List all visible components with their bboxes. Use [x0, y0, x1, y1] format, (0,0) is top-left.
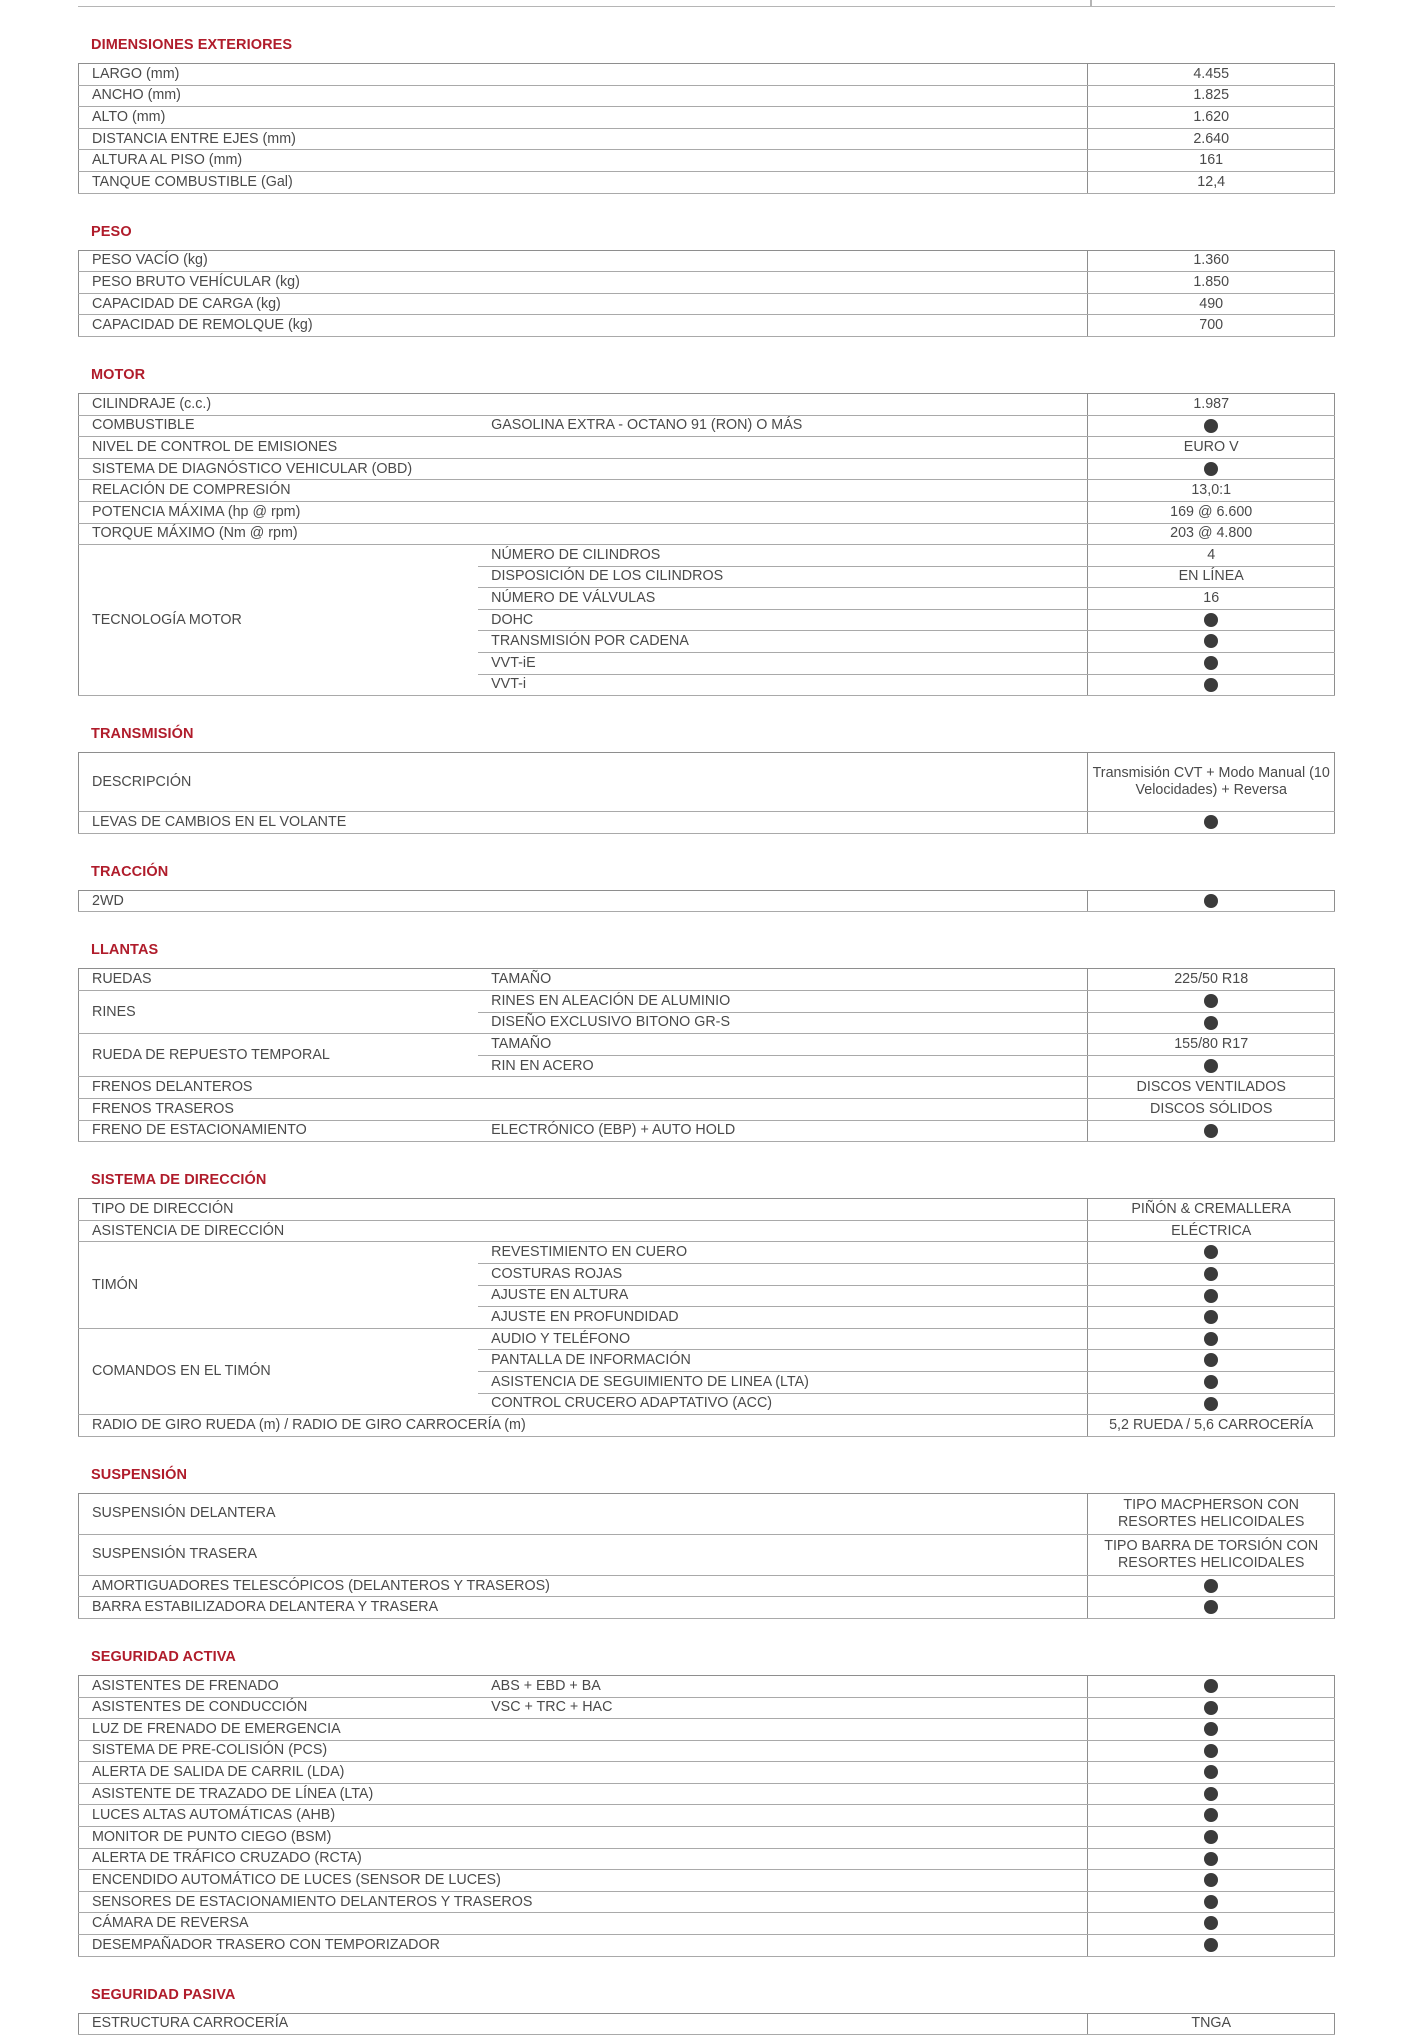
feature-included-cell: [1088, 1393, 1335, 1415]
sub-label: TAMAÑO: [478, 969, 1088, 991]
sub-label: [478, 1493, 1088, 1534]
table-row: [79, 991, 1335, 1013]
table-row: [79, 293, 1335, 315]
row-label: TORQUE MÁXIMO (Nm @ rpm): [79, 523, 479, 545]
sub-label: [478, 107, 1088, 129]
spec-table: [78, 968, 1335, 1142]
feature-included-cell: [1088, 1675, 1335, 1697]
row-label: RELACIÓN DE COMPRESIÓN: [79, 480, 479, 502]
table-row: [79, 969, 1335, 991]
bullet-dot-icon: [1204, 1353, 1218, 1367]
feature-included-cell: [1088, 1350, 1335, 1372]
feature-included-cell: [1088, 631, 1335, 653]
table-row: [79, 1740, 1335, 1762]
table-row: [79, 1675, 1335, 1697]
spec-table: [78, 1198, 1335, 1437]
row-label: ALERTA DE TRÁFICO CRUZADO (RCTA): [79, 1848, 479, 1870]
row-label: ASISTENCIA DE DIRECCIÓN: [79, 1220, 479, 1242]
spec-table: [78, 752, 1335, 834]
table-row: [79, 1805, 1335, 1827]
spec-value: 12,4: [1088, 171, 1335, 193]
row-label: ASISTENTES DE CONDUCCIÓN: [79, 1697, 479, 1719]
sub-label: [478, 393, 1088, 415]
table-row: [79, 171, 1335, 193]
feature-included-cell: [1088, 1913, 1335, 1935]
row-label: CÁMARA DE REVERSA: [79, 1913, 479, 1935]
bullet-dot-icon: [1204, 1245, 1218, 1259]
row-label: FRENOS TRASEROS: [79, 1099, 479, 1121]
table-row: [79, 1328, 1335, 1350]
table-row: [79, 523, 1335, 545]
feature-included-cell: [1088, 1055, 1335, 1077]
table-row: [79, 1099, 1335, 1121]
table-row: [79, 1220, 1335, 1242]
feature-included-cell: [1088, 1827, 1335, 1849]
sub-label: AJUSTE EN PROFUNDIDAD: [478, 1307, 1088, 1329]
sub-label: [478, 64, 1088, 86]
row-label: COMBUSTIBLE: [79, 415, 479, 437]
row-label: CAPACIDAD DE CARGA (kg): [79, 293, 479, 315]
bullet-dot-icon: [1204, 894, 1218, 908]
row-label: FRENO DE ESTACIONAMIENTO: [79, 1120, 479, 1142]
sub-label: [478, 1805, 1088, 1827]
section-title: TRANSMISIÓN: [91, 726, 194, 743]
sub-label: [478, 812, 1088, 834]
spec-section: [78, 863, 1335, 913]
feature-included-cell: [1088, 415, 1335, 437]
spec-section: [78, 36, 1335, 194]
section-title: DIMENSIONES EXTERIORES: [91, 37, 293, 53]
sub-label: [478, 1783, 1088, 1805]
sections-container: [78, 36, 1335, 2035]
bullet-dot-icon: [1204, 1289, 1218, 1303]
section-title: PESO: [91, 223, 132, 240]
table-row: [79, 1935, 1335, 1957]
spec-value: DISCOS SÓLIDOS: [1088, 1099, 1335, 1121]
table-row: [79, 393, 1335, 415]
row-label: ASISTENTE DE TRAZADO DE LÍNEA (LTA): [79, 1783, 479, 1805]
group-label: TECNOLOGÍA MOTOR: [79, 545, 479, 696]
table-row: [79, 1493, 1335, 1534]
row-label: DISTANCIA ENTRE EJES (mm): [79, 128, 479, 150]
spec-value: 16: [1088, 588, 1335, 610]
bullet-dot-icon: [1204, 1765, 1218, 1779]
bullet-dot-icon: [1204, 634, 1218, 648]
spec-value: 2.640: [1088, 128, 1335, 150]
sub-label: TRANSMISIÓN POR CADENA: [478, 631, 1088, 653]
spec-value: 700: [1088, 315, 1335, 337]
feature-included-cell: [1088, 1328, 1335, 1350]
spec-value: 1.850: [1088, 272, 1335, 294]
feature-included-cell: [1088, 458, 1335, 480]
bullet-dot-icon: [1204, 1059, 1218, 1073]
sub-label: PANTALLA DE INFORMACIÓN: [478, 1350, 1088, 1372]
bullet-dot-icon: [1204, 1600, 1218, 1614]
feature-included-cell: [1088, 1307, 1335, 1329]
table-row: [79, 128, 1335, 150]
feature-included-cell: [1088, 1012, 1335, 1034]
sub-label: [478, 293, 1088, 315]
row-label: FRENOS DELANTEROS: [79, 1077, 479, 1099]
sub-label: [478, 1870, 1088, 1892]
feature-included-cell: [1088, 1719, 1335, 1741]
spec-value: 1.360: [1088, 250, 1335, 272]
spec-table: [78, 1493, 1335, 1619]
group-label: RUEDA DE REPUESTO TEMPORAL: [79, 1034, 479, 1077]
sub-label: [478, 480, 1088, 502]
spec-value: TIPO BARRA DE TORSIÓN CON RESORTES HELICOIDALES: [1088, 1534, 1335, 1575]
sub-label: NÚMERO DE VÁLVULAS: [478, 588, 1088, 610]
spec-section: [78, 1171, 1335, 1437]
spec-value: 203 @ 4.800: [1088, 523, 1335, 545]
bullet-dot-icon: [1204, 1852, 1218, 1866]
row-label: SISTEMA DE PRE-COLISIÓN (PCS): [79, 1740, 479, 1762]
bullet-dot-icon: [1204, 1938, 1218, 1952]
sub-label: [478, 1762, 1088, 1784]
sub-label: [478, 1199, 1088, 1221]
sub-label: TAMAÑO: [478, 1034, 1088, 1056]
row-label: MONITOR DE PUNTO CIEGO (BSM): [79, 1827, 479, 1849]
group-label: COMANDOS EN EL TIMÓN: [79, 1328, 479, 1414]
sub-label: RINES EN ALEACIÓN DE ALUMINIO: [478, 991, 1088, 1013]
bullet-dot-icon: [1204, 1332, 1218, 1346]
spec-table: [78, 393, 1335, 696]
table-row: [79, 107, 1335, 129]
spec-table: [78, 890, 1335, 913]
row-label: TIPO DE DIRECCIÓN: [79, 1199, 479, 1221]
row-label: PESO BRUTO VEHÍCULAR (kg): [79, 272, 479, 294]
spec-value: 169 @ 6.600: [1088, 501, 1335, 523]
table-row: [79, 1848, 1335, 1870]
bullet-dot-icon: [1204, 1722, 1218, 1736]
bullet-dot-icon: [1204, 462, 1218, 476]
spec-value: 4.455: [1088, 64, 1335, 86]
table-row: [79, 890, 1335, 912]
section-title: SEGURIDAD PASIVA: [91, 1986, 236, 2003]
feature-included-cell: [1088, 1285, 1335, 1307]
spec-value: 225/50 R18: [1088, 969, 1335, 991]
group-label: TIMÓN: [79, 1242, 479, 1328]
spec-sheet: [78, 0, 1335, 2035]
spec-value: 490: [1088, 293, 1335, 315]
table-row: [79, 812, 1335, 834]
feature-included-cell: [1088, 1597, 1335, 1619]
sub-label: [478, 2013, 1088, 2035]
section-title: SEGURIDAD ACTIVA: [91, 1648, 236, 1665]
section-title: TRACCIÓN: [91, 863, 169, 880]
sub-label: [478, 1935, 1088, 1957]
row-label: ALTURA AL PISO (mm): [79, 150, 479, 172]
sub-label: DISPOSICIÓN DE LOS CILINDROS: [478, 566, 1088, 588]
feature-included-cell: [1088, 1783, 1335, 1805]
sub-label: [478, 1719, 1088, 1741]
row-label: POTENCIA MÁXIMA (hp @ rpm): [79, 501, 479, 523]
bullet-dot-icon: [1204, 1744, 1218, 1758]
row-label: ANCHO (mm): [79, 85, 479, 107]
table-row: [79, 1199, 1335, 1221]
feature-included-cell: [1088, 1371, 1335, 1393]
section-title: SISTEMA DE DIRECCIÓN: [91, 1172, 267, 1189]
spec-value: EN LÍNEA: [1088, 566, 1335, 588]
feature-included-cell: [1088, 1891, 1335, 1913]
row-label: LARGO (mm): [79, 64, 479, 86]
bullet-dot-icon: [1204, 1579, 1218, 1593]
sub-label: [478, 437, 1088, 459]
sub-label: [478, 1077, 1088, 1099]
row-label: CILINDRAJE (c.c.): [79, 393, 479, 415]
row-label: RUEDAS: [79, 969, 479, 991]
spec-value: 155/80 R17: [1088, 1034, 1335, 1056]
sub-label: CONTROL CRUCERO ADAPTATIVO (ACC): [478, 1393, 1088, 1415]
feature-included-cell: [1088, 1762, 1335, 1784]
feature-included-cell: [1088, 674, 1335, 696]
sub-label: GASOLINA EXTRA - OCTANO 91 (RON) O MÁS: [478, 415, 1088, 437]
row-label: SENSORES DE ESTACIONAMIENTO DELANTEROS Y TRASEROS: [79, 1891, 479, 1913]
feature-included-cell: [1088, 991, 1335, 1013]
feature-included-cell: [1088, 1870, 1335, 1892]
table-row: [79, 437, 1335, 459]
sub-label: VVT-i: [478, 674, 1088, 696]
row-label: TANQUE COMBUSTIBLE (Gal): [79, 171, 479, 193]
sub-label: [478, 1534, 1088, 1575]
table-row: [79, 1534, 1335, 1575]
spec-table: [78, 250, 1335, 337]
row-label: ESTRUCTURA CARROCERÍA: [79, 2013, 479, 2035]
table-row: [79, 458, 1335, 480]
bullet-dot-icon: [1204, 1701, 1218, 1715]
bullet-dot-icon: [1204, 419, 1218, 433]
table-row: [79, 501, 1335, 523]
row-label: RADIO DE GIRO RUEDA (m) / RADIO DE GIRO CARROCERÍA (m): [79, 1415, 479, 1437]
table-row: [79, 315, 1335, 337]
sub-label: DOHC: [478, 609, 1088, 631]
sub-label: [478, 1099, 1088, 1121]
spec-section: [78, 1466, 1335, 1619]
sub-label: COSTURAS ROJAS: [478, 1263, 1088, 1285]
sub-label: ASISTENCIA DE SEGUIMIENTO DE LINEA (LTA): [478, 1371, 1088, 1393]
spec-value: 161: [1088, 150, 1335, 172]
bullet-dot-icon: [1204, 994, 1218, 1008]
bullet-dot-icon: [1204, 1375, 1218, 1389]
sub-label: ELECTRÓNICO (EBP) + AUTO HOLD: [478, 1120, 1088, 1142]
top-table-edge: [78, 0, 1335, 7]
feature-included-cell: [1088, 812, 1335, 834]
sub-label: ABS + EBD + BA: [478, 1675, 1088, 1697]
spec-value: DISCOS VENTILADOS: [1088, 1077, 1335, 1099]
row-label: LUZ DE FRENADO DE EMERGENCIA: [79, 1719, 479, 1741]
bullet-dot-icon: [1204, 1787, 1218, 1801]
feature-included-cell: [1088, 890, 1335, 912]
bullet-dot-icon: [1204, 1397, 1218, 1411]
table-row: [79, 272, 1335, 294]
table-row: [79, 753, 1335, 812]
bullet-dot-icon: [1204, 1916, 1218, 1930]
feature-included-cell: [1088, 1935, 1335, 1957]
table-row: [79, 1034, 1335, 1056]
section-title: SUSPENSIÓN: [91, 1466, 188, 1483]
sub-label: RIN EN ACERO: [478, 1055, 1088, 1077]
spec-value: 5,2 RUEDA / 5,6 CARROCERÍA: [1088, 1415, 1335, 1437]
table-row: [79, 1762, 1335, 1784]
bullet-dot-icon: [1204, 1895, 1218, 1909]
spec-value: 4: [1088, 545, 1335, 567]
table-row: [79, 1870, 1335, 1892]
feature-included-cell: [1088, 1575, 1335, 1597]
spec-section: [78, 366, 1335, 696]
sub-label: VVT-iE: [478, 653, 1088, 675]
bullet-dot-icon: [1204, 1267, 1218, 1281]
feature-included-cell: [1088, 1848, 1335, 1870]
row-label: ALERTA DE SALIDA DE CARRIL (LDA): [79, 1762, 479, 1784]
sub-label: [478, 128, 1088, 150]
sub-label: [478, 1415, 1088, 1437]
spec-table: [78, 63, 1335, 194]
spec-value: ELÉCTRICA: [1088, 1220, 1335, 1242]
spec-section: [78, 1648, 1335, 1957]
row-label: 2WD: [79, 890, 479, 912]
sub-label: [478, 458, 1088, 480]
table-row: [79, 415, 1335, 437]
sub-label: AUDIO Y TELÉFONO: [478, 1328, 1088, 1350]
feature-included-cell: [1088, 1263, 1335, 1285]
table-row: [79, 1597, 1335, 1619]
section-title: MOTOR: [91, 366, 146, 383]
row-label: SISTEMA DE DIAGNÓSTICO VEHICULAR (OBD): [79, 458, 479, 480]
spec-value: PIÑÓN & CREMALLERA: [1088, 1199, 1335, 1221]
table-row: [79, 1077, 1335, 1099]
row-label: PESO VACÍO (kg): [79, 250, 479, 272]
feature-included-cell: [1088, 609, 1335, 631]
row-label: ENCENDIDO AUTOMÁTICO DE LUCES (SENSOR DE LUCES): [79, 1870, 479, 1892]
row-label: SUSPENSIÓN DELANTERA: [79, 1493, 479, 1534]
feature-included-cell: [1088, 653, 1335, 675]
bullet-dot-icon: [1204, 1830, 1218, 1844]
bullet-dot-icon: [1204, 1808, 1218, 1822]
row-label: AMORTIGUADORES TELESCÓPICOS (DELANTEROS Y TRASEROS): [79, 1575, 479, 1597]
sub-label: [478, 1220, 1088, 1242]
table-row: [79, 1120, 1335, 1142]
spec-value: 1.825: [1088, 85, 1335, 107]
feature-included-cell: [1088, 1805, 1335, 1827]
sub-label: [478, 1891, 1088, 1913]
sub-label: [478, 315, 1088, 337]
table-row: [79, 1697, 1335, 1719]
sub-label: [478, 150, 1088, 172]
group-label: RINES: [79, 991, 479, 1034]
row-label: ALTO (mm): [79, 107, 479, 129]
sub-label: [478, 1848, 1088, 1870]
sub-label: [478, 523, 1088, 545]
sub-label: [478, 1913, 1088, 1935]
table-row: [79, 480, 1335, 502]
spec-table: [78, 1675, 1335, 1957]
sub-label: [478, 1597, 1088, 1619]
spec-table: [78, 2013, 1335, 2035]
spec-value: TIPO MACPHERSON CON RESORTES HELICOIDALES: [1088, 1493, 1335, 1534]
bullet-dot-icon: [1204, 678, 1218, 692]
sub-label: [478, 171, 1088, 193]
row-label: BARRA ESTABILIZADORA DELANTERA Y TRASERA: [79, 1597, 479, 1619]
spec-value: EURO V: [1088, 437, 1335, 459]
bullet-dot-icon: [1204, 613, 1218, 627]
spec-value: 1.987: [1088, 393, 1335, 415]
sub-label: [478, 85, 1088, 107]
table-row: [79, 150, 1335, 172]
spec-value: TNGA: [1088, 2013, 1335, 2035]
sub-label: [478, 890, 1088, 912]
sub-label: [478, 501, 1088, 523]
sub-label: [478, 250, 1088, 272]
sub-label: AJUSTE EN ALTURA: [478, 1285, 1088, 1307]
bullet-dot-icon: [1204, 1124, 1218, 1138]
table-row: [79, 1575, 1335, 1597]
sub-label: [478, 272, 1088, 294]
table-row: [79, 1827, 1335, 1849]
bullet-dot-icon: [1204, 1679, 1218, 1693]
sub-label: [478, 1575, 1088, 1597]
bullet-dot-icon: [1204, 1873, 1218, 1887]
table-row: [79, 250, 1335, 272]
feature-included-cell: [1088, 1740, 1335, 1762]
sub-label: [478, 1827, 1088, 1849]
bullet-dot-icon: [1204, 815, 1218, 829]
table-row: [79, 1719, 1335, 1741]
row-label: DESEMPAÑADOR TRASERO CON TEMPORIZADOR: [79, 1935, 479, 1957]
row-label: NIVEL DE CONTROL DE EMISIONES: [79, 437, 479, 459]
spec-value: 13,0:1: [1088, 480, 1335, 502]
feature-included-cell: [1088, 1120, 1335, 1142]
row-label: ASISTENTES DE FRENADO: [79, 1675, 479, 1697]
bullet-dot-icon: [1204, 1016, 1218, 1030]
sub-label: [478, 1740, 1088, 1762]
sub-label: NÚMERO DE CILINDROS: [478, 545, 1088, 567]
feature-included-cell: [1088, 1242, 1335, 1264]
sub-label: DISEÑO EXCLUSIVO BITONO GR-S: [478, 1012, 1088, 1034]
sub-label: [478, 753, 1088, 812]
row-label: LEVAS DE CAMBIOS EN EL VOLANTE: [79, 812, 479, 834]
table-row: [79, 1242, 1335, 1264]
feature-included-cell: [1088, 1697, 1335, 1719]
bullet-dot-icon: [1204, 1310, 1218, 1324]
table-row: [79, 545, 1335, 567]
row-label: DESCRIPCIÓN: [79, 753, 479, 812]
spec-section: [78, 725, 1335, 834]
spec-value: 1.620: [1088, 107, 1335, 129]
spec-value: Transmisión CVT + Modo Manual (10 Velocidades) + Reversa: [1088, 753, 1335, 812]
spec-section: [78, 1986, 1335, 2035]
table-row: [79, 1783, 1335, 1805]
row-label: LUCES ALTAS AUTOMÁTICAS (AHB): [79, 1805, 479, 1827]
table-row: [79, 1415, 1335, 1437]
spec-section: [78, 941, 1335, 1142]
table-row: [79, 1913, 1335, 1935]
table-row: [79, 1891, 1335, 1913]
spec-section: [78, 223, 1335, 337]
section-title: LLANTAS: [91, 942, 159, 959]
row-label: CAPACIDAD DE REMOLQUE (kg): [79, 315, 479, 337]
sub-label: VSC + TRC + HAC: [478, 1697, 1088, 1719]
row-label: SUSPENSIÓN TRASERA: [79, 1534, 479, 1575]
table-row: [79, 64, 1335, 86]
table-row: [79, 2013, 1335, 2035]
bullet-dot-icon: [1204, 656, 1218, 670]
sub-label: REVESTIMIENTO EN CUERO: [478, 1242, 1088, 1264]
table-row: [79, 85, 1335, 107]
